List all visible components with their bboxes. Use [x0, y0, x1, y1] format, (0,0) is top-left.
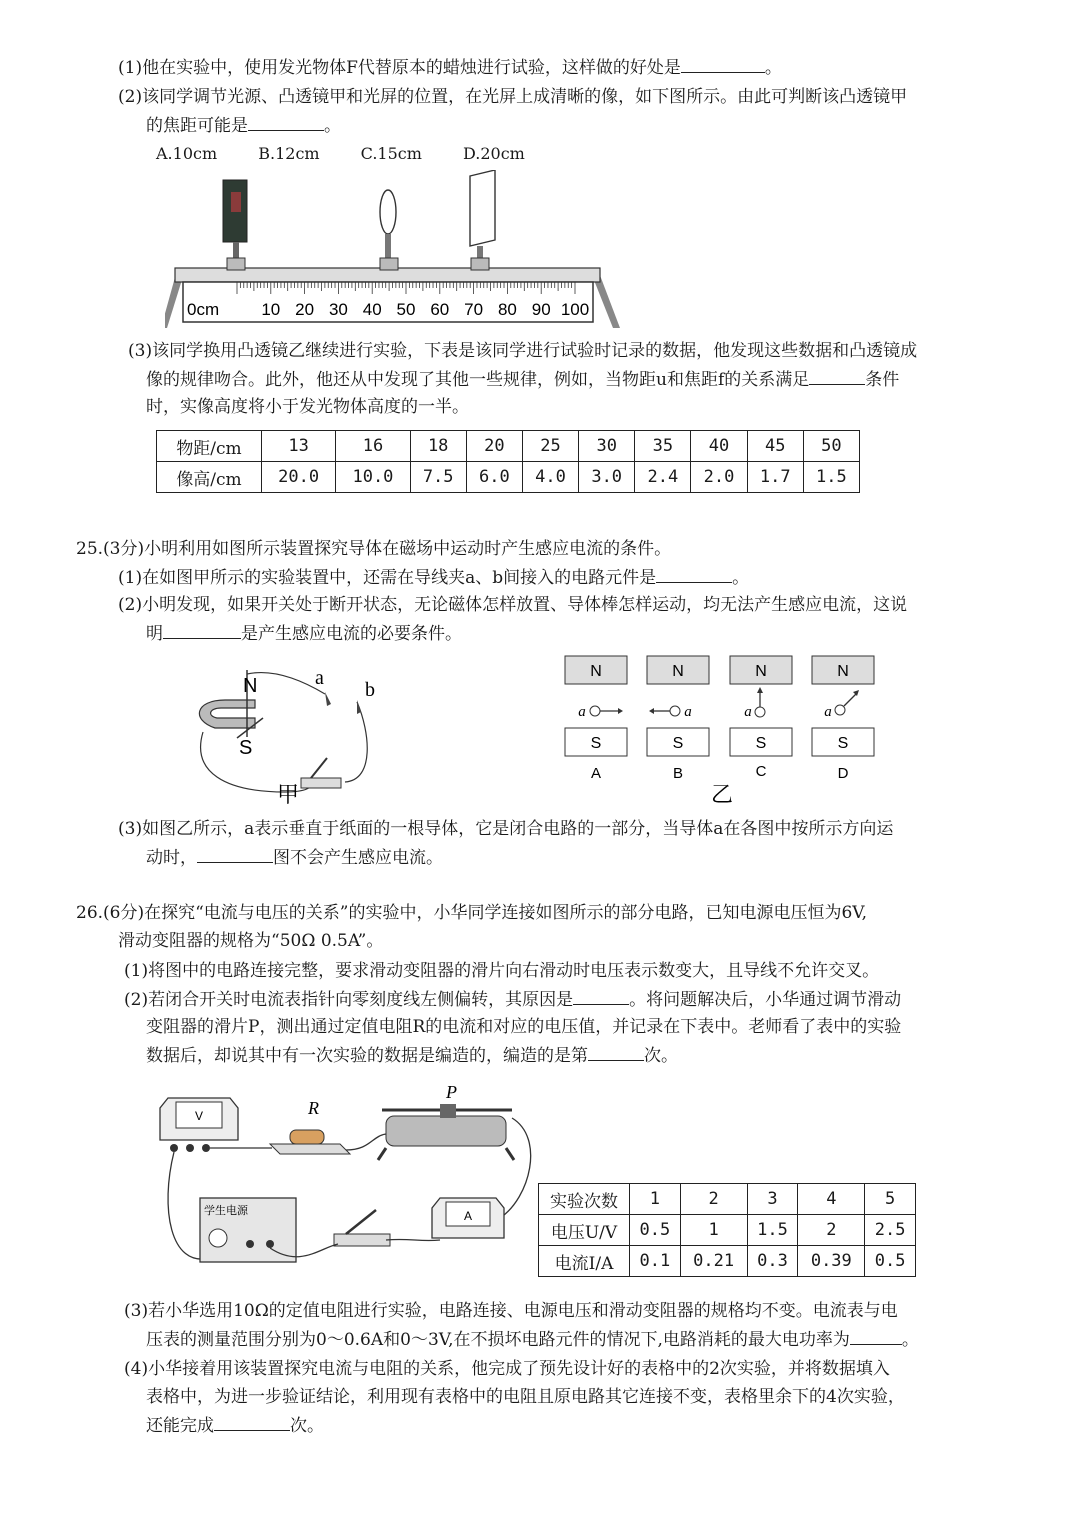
- figure-yi-diagram: [560, 652, 890, 808]
- light-screen: [470, 170, 495, 246]
- wire: [345, 702, 367, 782]
- ruler-label: 50: [396, 300, 416, 319]
- resistor-label: R: [308, 1098, 319, 1118]
- table-cell: 0.5: [630, 1215, 681, 1246]
- ruler-label: 60: [430, 300, 450, 319]
- q24-options: [156, 143, 525, 165]
- ruler-label: 100: [560, 300, 590, 319]
- pole-n-label: N: [672, 663, 684, 680]
- q24-data-table: [156, 430, 860, 493]
- switch-knife: [311, 758, 327, 778]
- table-cell: 2.0: [691, 462, 747, 493]
- table-cell: 50: [803, 431, 859, 462]
- table-cell: 4: [798, 1184, 865, 1215]
- table-cell: 35: [635, 431, 691, 462]
- option-d[interactable]: D.20cm: [463, 144, 525, 163]
- ruler-label: 80: [497, 300, 517, 319]
- pole-n-label: N: [590, 663, 602, 680]
- pole-s-label: S: [590, 735, 602, 752]
- q25-part2-line2: 明 是产生感应电流的必要条件。: [146, 624, 462, 644]
- q24-part2-line1: (2)该同学调节光源、凸透镜甲和光屏的位置，在光屏上成清晰的像，如下图所示。由此可判断该凸透镜甲: [118, 87, 908, 107]
- table-row-label: 电压U/V: [539, 1215, 630, 1246]
- screen-holder: [471, 258, 489, 270]
- table-row: [157, 462, 860, 493]
- subfigure-label-d: D: [837, 765, 849, 782]
- table-row: [539, 1215, 916, 1246]
- table-row: [157, 431, 860, 462]
- table-cell: 3: [747, 1184, 798, 1215]
- motion-arrow: [844, 694, 856, 706]
- answer-blank[interactable]: [850, 1328, 902, 1345]
- light-source-post: [233, 242, 239, 258]
- q24-part1: (1)他在实验中，使用发光物体F代替原本的蜡烛进行试验，这样做的好处是 。: [118, 58, 782, 78]
- table-cell: 1.7: [747, 462, 803, 493]
- wire: [346, 1134, 386, 1150]
- table-row-label: 实验次数: [539, 1184, 630, 1215]
- table-cell: 10.0: [336, 462, 410, 493]
- clip-a: [325, 692, 331, 706]
- answer-blank[interactable]: [588, 1044, 644, 1061]
- ruler-label: 0cm: [187, 300, 220, 319]
- conductor-label: a: [578, 704, 586, 720]
- clip-b: [357, 700, 361, 714]
- subfigure-label-c: C: [755, 763, 767, 780]
- table-row: [539, 1246, 916, 1277]
- answer-blank[interactable]: [248, 114, 324, 131]
- figure-jia-apparatus: [185, 662, 395, 810]
- answer-blank[interactable]: [656, 566, 732, 583]
- q25-stem: 25.(3分)小明利用如图所示装置探究导体在磁场中运动时产生感应电流的条件。: [76, 539, 672, 559]
- option-b[interactable]: B.12cm: [258, 144, 320, 163]
- figure-jia-caption: 甲: [277, 782, 300, 807]
- table-row-label: 物距/cm: [157, 431, 262, 462]
- table-row: [539, 1184, 916, 1215]
- table-cell: 13: [262, 431, 336, 462]
- table-cell: 0.5: [865, 1246, 916, 1277]
- q26-part2-line1: (2)若闭合开关时电流表指针向零刻度线左侧偏转，其原因是 。将问题解决后，小华通过调节滑动: [124, 990, 902, 1010]
- q24-part3-line1: (3)该同学换用凸透镜乙继续进行实验，下表是该同学进行试验时记录的数据，他发现这些数据和凸透镜成: [128, 341, 918, 361]
- table-cell: 5: [865, 1184, 916, 1215]
- wire: [386, 1239, 440, 1240]
- option-c[interactable]: C.15cm: [360, 144, 422, 163]
- table-cell: 20: [466, 431, 522, 462]
- convex-lens: [380, 190, 396, 234]
- table-cell: 18: [410, 431, 466, 462]
- q24-part2-line2: 的焦距可能是 。: [146, 116, 341, 136]
- table-cell: 2.4: [635, 462, 691, 493]
- table-cell: 2: [680, 1184, 747, 1215]
- power-knob: [209, 1229, 227, 1247]
- table-cell: 16: [336, 431, 410, 462]
- table-cell: 0.3: [747, 1246, 798, 1277]
- table-cell: 1.5: [803, 462, 859, 493]
- ruler-label: 90: [531, 300, 551, 319]
- switch-base: [301, 778, 341, 788]
- table-cell: 30: [579, 431, 635, 462]
- answer-blank[interactable]: [681, 56, 765, 73]
- table-cell: 1: [630, 1184, 681, 1215]
- table-cell: 0.1: [630, 1246, 681, 1277]
- option-a[interactable]: A.10cm: [156, 144, 218, 163]
- table-cell: 25: [522, 431, 578, 462]
- answer-blank[interactable]: [809, 368, 865, 385]
- table-cell: 2: [798, 1215, 865, 1246]
- ruler-label: 40: [362, 300, 382, 319]
- q25-part1: (1)在如图甲所示的实验装置中，还需在导线夹a、b间接入的电路元件是 。: [118, 568, 750, 588]
- answer-blank[interactable]: [197, 846, 273, 863]
- rheostat-coil: [386, 1116, 506, 1146]
- pole-n-label: N: [243, 675, 258, 697]
- rheostat-slider: [440, 1104, 456, 1118]
- q25-part3-line2: 动时， 图不会产生感应电流。: [146, 848, 443, 868]
- q26-part3-line2: 压表的测量范围分别为0～0.6A和0～3V,在不损坏电路元件的情况下,电路消耗的最大电功率为 。: [146, 1330, 919, 1350]
- conductor-a: [590, 706, 600, 716]
- table-row-label: 像高/cm: [157, 462, 262, 493]
- pole-s-label: S: [672, 735, 684, 752]
- clip-b-label: b: [365, 679, 375, 701]
- table-cell: 7.5: [410, 462, 466, 493]
- table-row-label: 电流I/A: [539, 1246, 630, 1277]
- q26-stem-line1: 26.(6分)在探究“电流与电压的关系”的实验中，小华同学连接如图所示的部分电路，已知电源电压恒为6V,: [76, 903, 868, 923]
- power-source-label: 学生电源: [204, 1204, 248, 1217]
- lens-holder: [380, 258, 398, 270]
- ruler-label: 20: [295, 300, 315, 319]
- pole-s-label: S: [239, 737, 253, 759]
- conductor-a: [835, 705, 845, 715]
- optical-bench-figure: [165, 170, 625, 330]
- lens-post: [385, 234, 391, 258]
- ruler-label: 30: [328, 300, 348, 319]
- figure-yi-caption: 乙: [710, 782, 734, 807]
- q26-part3-line1: (3)若小华选用10Ω的定值电阻进行实验，电路连接、电源电压和滑动变阻器的规格均不变。电流表与电: [124, 1301, 898, 1321]
- switch-knife: [346, 1210, 376, 1234]
- subfigure-label-a: A: [590, 765, 602, 782]
- table-cell: 0.39: [798, 1246, 865, 1277]
- conductor-a: [755, 707, 765, 717]
- table-cell: 1.5: [747, 1215, 798, 1246]
- conductor-label: a: [684, 704, 692, 720]
- q24-part3-line3: 时，实像高度将小于发光物体高度的一半。: [146, 397, 469, 417]
- q24-part3-line2: 像的规律吻合。此外，他还从中发现了其他一些规律，例如，当物距u和焦距f的关系满足 条件: [146, 370, 900, 390]
- q26-part4-line3: 还能完成 次。: [146, 1416, 324, 1436]
- pole-n-label: N: [755, 663, 767, 680]
- light-source-f: [231, 192, 241, 212]
- ammeter-label: A: [463, 1209, 473, 1223]
- q26-part2-line2: 变阻器的滑片P，测出通过定值电阻R的电流和对应的电压值，并记录在下表中。老师看了表中的实验: [146, 1017, 902, 1037]
- pole-s-label: S: [755, 735, 767, 752]
- clip-a-label: a: [315, 667, 324, 689]
- ruler-label: 70: [464, 300, 484, 319]
- circuit-figure: [150, 1078, 540, 1278]
- resistor-base: [270, 1144, 350, 1154]
- answer-blank[interactable]: [573, 988, 629, 1005]
- conductor-label: a: [744, 704, 752, 720]
- pole-n-label: N: [837, 663, 849, 680]
- table-cell: 6.0: [466, 462, 522, 493]
- table-cell: 3.0: [579, 462, 635, 493]
- q25-part2-line1: (2)小明发现，如果开关处于断开状态，无论磁体怎样放置、导体棒怎样运动，均无法产生感应电流，这说: [118, 595, 908, 615]
- q25-part3-line1: (3)如图乙所示，a表示垂直于纸面的一根导体，它是闭合电路的一部分，当导体a在各图中按所示方向运: [118, 819, 894, 839]
- conductor-label: a: [824, 704, 832, 720]
- wire: [247, 673, 325, 694]
- q26-part1: (1)将图中的电路连接完整，要求滑动变阻器的滑片向右滑动时电压表示数变大，且导线不允许交叉。: [124, 961, 880, 981]
- q26-stem-line2: 滑动变阻器的规格为“50Ω 0.5A”。: [118, 931, 384, 951]
- table-cell: 0.21: [680, 1246, 747, 1277]
- voltmeter-label: V: [194, 1109, 204, 1123]
- q26-part4-line2: 表格中，为进一步验证结论，利用现有表格中的电阻且原电路其它连接不变，表格里余下的4次实验，: [146, 1387, 905, 1407]
- switch-base: [334, 1234, 390, 1246]
- table-cell: 4.0: [522, 462, 578, 493]
- q26-data-table: [538, 1183, 916, 1277]
- slider-label: P: [446, 1082, 457, 1102]
- answer-blank[interactable]: [163, 622, 241, 639]
- resistor-coil: [290, 1130, 324, 1144]
- table-cell: 20.0: [262, 462, 336, 493]
- q26-part4-line1: (4)小华接着用该装置探究电流与电阻的关系，他完成了预先设计好的表格中的2次实验，并将数据填入: [124, 1359, 890, 1379]
- q26-part2-line3: 数据后，却说其中有一次实验的数据是编造的，编造的是第 次。: [146, 1046, 678, 1066]
- subfigure-label-b: B: [672, 765, 684, 782]
- table-cell: 45: [747, 431, 803, 462]
- table-cell: 40: [691, 431, 747, 462]
- table-cell: 1: [680, 1215, 747, 1246]
- pole-s-label: S: [837, 735, 849, 752]
- table-cell: 2.5: [865, 1215, 916, 1246]
- light-source-holder: [227, 258, 245, 270]
- answer-blank[interactable]: [214, 1414, 290, 1431]
- ruler-label: 10: [261, 300, 281, 319]
- screen-post: [477, 246, 483, 258]
- conductor-a: [670, 706, 680, 716]
